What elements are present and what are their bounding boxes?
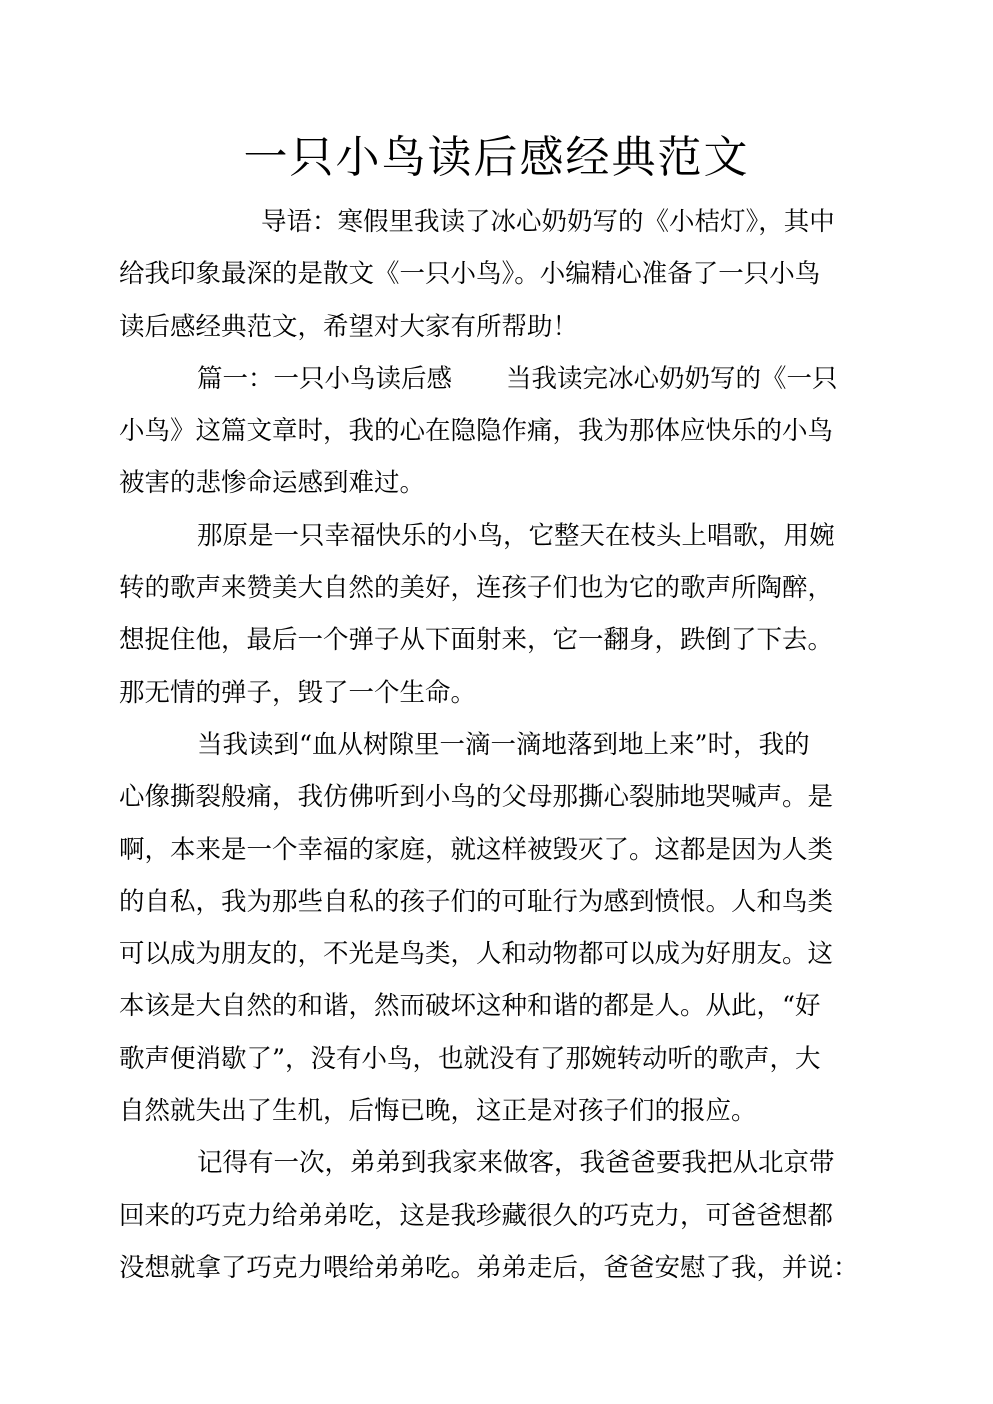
text-line: 想捉住他，最后一个弹子从下面射来，它一翻身，跌倒了下去。 xyxy=(119,625,834,656)
intro-paragraph xyxy=(119,196,879,353)
text-line: 导语：寒假里我读了冰心奶奶写的《小桔灯》，其中 xyxy=(261,207,835,237)
text-line: 那原是一只幸福快乐的小鸟，它整天在枝头上唱歌，用婉 xyxy=(197,520,835,551)
section-heading: 篇一：一只小鸟读后感 xyxy=(197,363,453,394)
text-line: 那无情的弹子，毁了一个生命。 xyxy=(119,677,477,708)
text-line: 被害的悲惨命运感到难过。 xyxy=(119,468,426,499)
text-line: 当我读到“血从树隙里一滴一滴地落到地上来”时，我的 xyxy=(197,729,810,760)
body-paragraph xyxy=(119,719,879,1137)
text-line: 记得有一次，弟弟到我家来做客，我爸爸要我把从北京带 xyxy=(197,1148,835,1179)
text-line: 自然就失出了生机，后悔已晚，这正是对孩子们的报应。 xyxy=(119,1096,757,1127)
text-line: 没想就拿了巧克力喂给弟弟吃。弟弟走后，爸爸安慰了我，并说： xyxy=(119,1252,859,1283)
text-line: 啊，本来是一个幸福的家庭，就这样被毁灭了。这都是因为人类 xyxy=(119,834,834,865)
document-body xyxy=(119,196,879,1294)
text-line: 给我印象最深的是散文《一只小鸟》。小编精心准备了一只小鸟 xyxy=(119,259,821,290)
text-line: 读后感经典范文，希望对大家有所帮助！ xyxy=(119,311,579,342)
text-line: 可以成为朋友的，不光是鸟类，人和动物都可以成为好朋友。这 xyxy=(119,939,834,970)
text-line xyxy=(119,353,879,405)
text-line: 心像撕裂般痛，我仿佛听到小鸟的父母那撕心裂肺地哭喊声。是 xyxy=(119,782,834,813)
body-paragraph xyxy=(119,510,879,719)
text-line: 转的歌声来赞美大自然的美好，连孩子们也为它的歌声所陶醉， xyxy=(119,573,834,604)
text-line: 小鸟》这篇文章时，我的心在隐隐作痛，我为那体应快乐的小鸟 xyxy=(119,416,834,447)
text-line: 回来的巧克力给弟弟吃，这是我珍藏很久的巧克力，可爸爸想都 xyxy=(119,1200,834,1231)
body-paragraph xyxy=(119,1137,879,1294)
section-opening-text: 当我读完冰心奶奶写的《一只 xyxy=(506,363,838,394)
text-line: 歌声便消歇了”，没有小鸟，也就没有了那婉转动听的歌声，大 xyxy=(119,1043,821,1074)
text-line: 的自私，我为那些自私的孩子们的可耻行为感到愤恨。人和鸟类 xyxy=(119,886,834,917)
text-line: 本该是大自然的和谐，然而破坏这种和谐的都是人。从此，“好 xyxy=(119,991,821,1022)
document-title: 一只小鸟读后感经典范文 xyxy=(243,132,750,183)
section-one-paragraph xyxy=(119,353,879,510)
